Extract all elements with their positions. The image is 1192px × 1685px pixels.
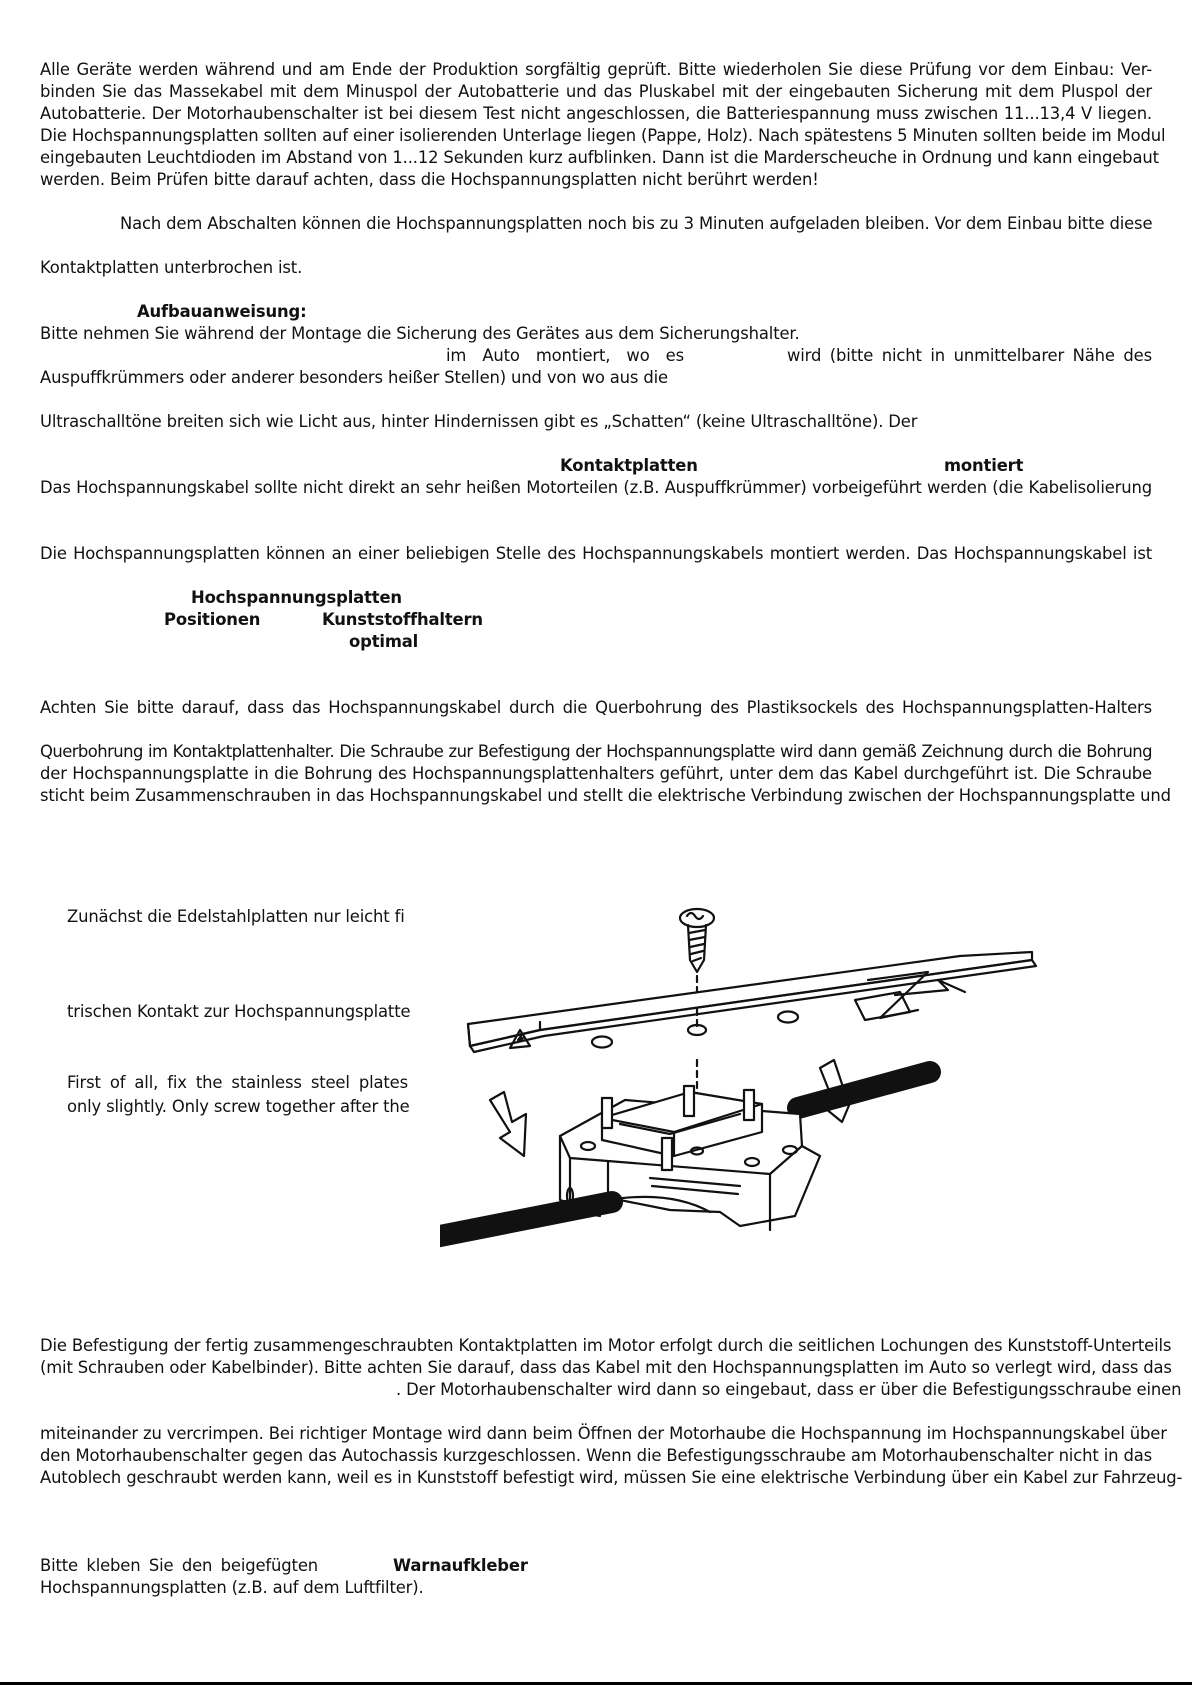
bold-positionen: Positionen bbox=[164, 610, 261, 629]
steel-plate bbox=[468, 952, 1036, 1052]
intro-line-2: binden Sie das Massekabel mit dem Minuspol der Autobatterie und das Pluskabel mit der eingebauten Sicherung mit dem Pluspol der bbox=[40, 82, 1152, 101]
mounting-line-3: . Der Motorhaubenschalter wird dann so eingebaut, dass er über die Befestigungsschraube einen bbox=[396, 1380, 1182, 1399]
sticker-line-1a: Bitte kleben Sie den beigefügten bbox=[40, 1556, 318, 1575]
cable-left bbox=[440, 1202, 612, 1238]
figure-note-de-1: Zunächst die Edelstahlplatten nur leicht fi bbox=[67, 907, 405, 926]
screw-icon bbox=[680, 909, 714, 972]
mounting-line-2: (mit Schrauben oder Kabelbinder). Bitte achten Sie darauf, dass das Kabel mit den Hochspannungsplatten im Auto so verlegt wird, dass das bbox=[40, 1358, 1172, 1377]
drill-line-2: Querbohrung im Kontaktplattenhalter. Die Schraube zur Befestigung der Hochspannungsplatte wird dann gemäß Zeichnung durch die Bohrung bbox=[40, 742, 1152, 761]
mounting-line-5: den Motorhaubenschalter gegen das Autochassis kurzgeschlossen. Wenn die Befestigungsschraube am Motorhaubenschalter nicht in das bbox=[40, 1446, 1152, 1465]
bold-kunststoffhaltern: Kunststoffhaltern bbox=[322, 610, 483, 629]
bold-montiert: montiert bbox=[944, 456, 1024, 475]
assembly-drawing bbox=[440, 900, 1040, 1270]
sticker-line-2: Hochspannungsplatten (z.B. auf dem Luftfilter). bbox=[40, 1578, 424, 1597]
drill-line-1: Achten Sie bitte darauf, dass das Hochspannungskabel durch die Querbohrung des Plastiksockels des Hochspannungsplatten-Halters bbox=[40, 698, 1152, 717]
assembly-line-1: Bitte nehmen Sie während der Montage die Sicherung des Gerätes aus dem Sicherungshalter. bbox=[40, 324, 800, 343]
bold-hochspannungsplatten: Hochspannungsplatten bbox=[191, 588, 402, 607]
cable-right bbox=[798, 1072, 930, 1108]
figure-note-en-1: First of all, fix the stainless steel plates bbox=[67, 1073, 408, 1092]
bold-optimal: optimal bbox=[349, 632, 419, 651]
assembly-line-2a: im Auto montiert, wo es bbox=[446, 346, 684, 365]
mounting-line-6: Autoblech geschraubt werden kann, weil es in Kunststoff befestigt wird, müssen Sie eine elektrische Verbindung über ein Kabel zur Fahrzeug- bbox=[40, 1468, 1183, 1487]
assembly-line-5: Das Hochspannungskabel sollte nicht direkt an sehr heißen Motorteilen (z.B. Auspuffkrümmer) vorbeigeführt werden (die Kabelisolierung bbox=[40, 478, 1152, 497]
mounting-line-4: miteinander zu vercrimpen. Bei richtiger Montage wird dann beim Öffnen der Motorhaube die Hochspannung im Hochspannungskabel über bbox=[40, 1424, 1167, 1443]
assembly-line-3: Auspuffkrümmers oder anderer besonders heißer Stellen) und von wo aus die bbox=[40, 368, 668, 387]
intro-line-6: werden. Beim Prüfen bitte darauf achten, dass die Hochspannungsplatten nicht berührt werden! bbox=[40, 170, 819, 189]
mounting-line-1: Die Befestigung der fertig zusammengeschraubten Kontaktplatten im Motor erfolgt durch die seitlichen Lochungen des Kunststoff-Unterteils bbox=[40, 1336, 1172, 1355]
arrow-down-left-icon bbox=[490, 1092, 526, 1156]
after-switch-line: Nach dem Abschalten können die Hochspannungsplatten noch bis zu 3 Minuten aufgeladen bleiben. Vor dem Einbau bitte diese bbox=[120, 214, 1153, 233]
figure-note-de-2: trischen Kontakt zur Hochspannungsplatte bbox=[67, 1002, 411, 1021]
sticker-warnaufkleber: Warnaufkleber bbox=[393, 1556, 528, 1575]
assembly-line-2b: wird (bitte nicht in unmittelbarer Nähe des bbox=[787, 346, 1152, 365]
intro-line-3: Autobatterie. Der Motorhaubenschalter ist bei diesem Test nicht angeschlossen, die Batteriespannung muss zwischen 11...13,4 V liegen. bbox=[40, 104, 1152, 123]
intro-line-5: eingebauten Leuchtdioden im Abstand von 1...12 Sekunden kurz aufblinken. Dann ist die Marderscheuche in Ordnung und kann eingebaut bbox=[40, 148, 1159, 167]
assembly-line-6: Die Hochspannungsplatten können an einer beliebigen Stelle des Hochspannungskabels montiert werden. Das Hochspannungskabel ist bbox=[40, 544, 1152, 563]
drill-line-3: der Hochspannungsplatte in die Bohrung des Hochspannungsplattenhalters geführt, unter dem das Kabel durchgeführt ist. Die Schraube bbox=[40, 764, 1152, 783]
intro-line-1: Alle Geräte werden während und am Ende der Produktion sorgfältig geprüft. Bitte wiederholen Sie diese Prüfung vor dem Einbau: Ver- bbox=[40, 60, 1152, 79]
contact-plates-line: Kontaktplatten unterbrochen ist. bbox=[40, 258, 303, 277]
assembly-line-4: Ultraschalltöne breiten sich wie Licht aus, hinter Hindernissen gibt es „Schatten“ (keine Ultraschalltöne). Der bbox=[40, 412, 918, 431]
bold-kontaktplatten: Kontaktplatten bbox=[560, 456, 698, 475]
drill-line-4: sticht beim Zusammenschrauben in das Hochspannungskabel und stellt die elektrische Verbindung zwischen der Hochspannungsplatte und bbox=[40, 786, 1171, 805]
assembly-heading: Aufbauanweisung: bbox=[137, 302, 307, 321]
figure-note-en-2: only slightly. Only screw together after the bbox=[67, 1097, 410, 1116]
intro-line-4: Die Hochspannungsplatten sollten auf einer isolierenden Unterlage liegen (Pappe, Holz). Nach spätestens 5 Minuten sollten beide im Modul bbox=[40, 126, 1166, 145]
